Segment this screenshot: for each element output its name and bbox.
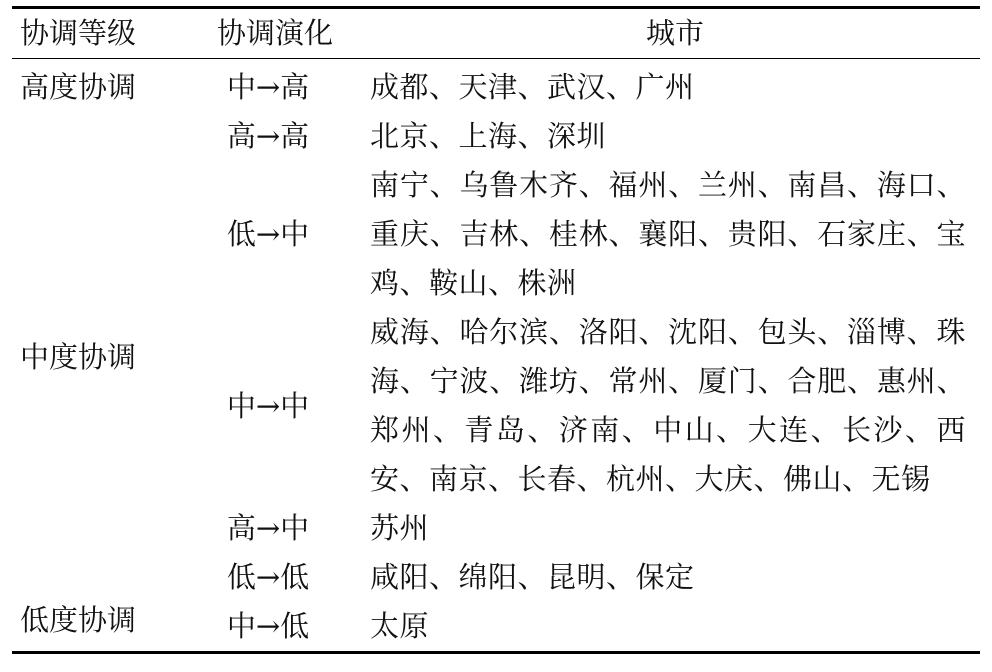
level-cell-medium: 中度协调 (20, 339, 137, 374)
table-row (12, 59, 980, 113)
evolution-cell: 中→高 (226, 70, 310, 104)
level-cell-high: 高度协调 (20, 70, 137, 104)
cities-cell: 咸阳、绵阳、昆明、保定 (370, 560, 695, 594)
evolution-cell: 高→高 (226, 119, 310, 153)
cities-cell: 苏州 (370, 511, 430, 545)
cities-cell: 威海、哈尔滨、洛阳、沈阳、包头、淄博、珠海、宁波、潍坊、常州、厦门、合肥、惠州、郑州、青岛、济南、中山、大连、长沙、西安、南京、长春、杭州、大庆、佛山、无锡 (370, 315, 966, 496)
cities-cell: 南宁、乌鲁木齐、福州、兰州、南昌、海口、重庆、吉林、桂林、襄阳、贵阳、石家庄、宝鸡、鞍山、株洲 (370, 168, 966, 300)
table-header-row (12, 8, 980, 59)
cities-cell: 太原 (370, 609, 430, 643)
evolution-cell: 中→中 (226, 388, 310, 423)
evolution-cell: 低→中 (226, 217, 310, 251)
table-row (12, 553, 980, 602)
evolution-cell: 中→低 (226, 609, 310, 643)
cities-cell: 北京、上海、深圳 (370, 119, 607, 153)
evolution-cell: 高→中 (226, 511, 310, 545)
table-row (12, 161, 980, 308)
header-cities: 城市 (645, 16, 704, 50)
header-level: 协调等级 (20, 16, 137, 50)
cities-cell: 成都、天津、武汉、广州 (370, 70, 695, 104)
header-evolution: 协调演化 (216, 16, 333, 50)
evolution-cell: 低→低 (226, 560, 310, 594)
coordination-table (12, 6, 980, 654)
level-cell-low: 低度协调 (20, 603, 137, 637)
